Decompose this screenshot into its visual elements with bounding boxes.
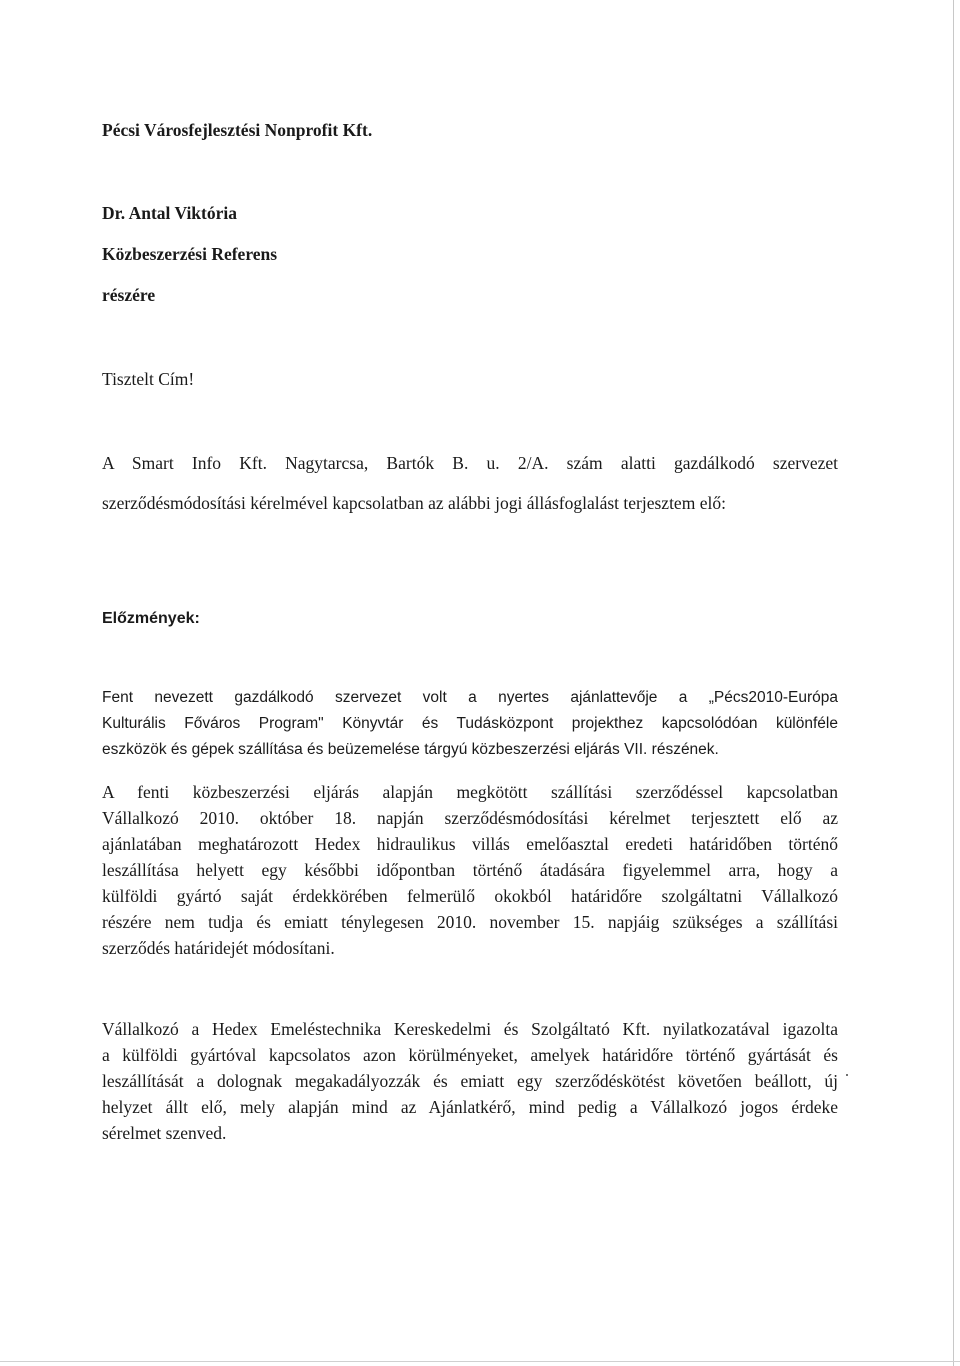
paragraph-line: a külföldi gyártóval kapcsolatos azon körülményeket, amelyek határidőre történő gyártását és: [102, 1045, 838, 1065]
paragraph-line: részére nem tudja és emiatt ténylegesen 2010. november 15. napjáig szükséges a szállítási: [102, 912, 838, 932]
paragraph-line: Vállalkozó a Hedex Emeléstechnika Kereskedelmi és Szolgáltató Kft. nyilatkozatával igazolta: [102, 1019, 838, 1039]
section-heading: Előzmények:: [102, 610, 200, 627]
recipient-name: Dr. Antal Viktória: [102, 203, 237, 223]
intro-line: szerződésmódosítási kérelmével kapcsolatban az alábbi jogi állásfoglalást terjesztem elő:: [102, 493, 726, 513]
intro-line: A Smart Info Kft. Nagytarcsa, Bartók B. u. 2/A. szám alatti gazdálkodó szervezet: [102, 453, 838, 473]
paragraph-line: leszállítása helyett egy későbbi időpontban történő átadására figyelemmel arra, hogy a: [102, 860, 838, 880]
paragraph-line: leszállítását a dolognak megakadályozzák és emiatt egy szerződéskötést követően beállott, új: [102, 1071, 838, 1091]
paragraph-line: szerződés határidejét módosítani.: [102, 938, 335, 958]
paragraph-line: Fent nevezett gazdálkodó szervezet volt a nyertes ajánlattevője a „Pécs2010-Európa: [102, 689, 838, 706]
page-bottom-edge: [0, 1361, 960, 1362]
scan-speck: [846, 1074, 848, 1076]
salutation: Tisztelt Cím!: [102, 369, 195, 389]
paragraph-line: ajánlatában meghatározott Hedex hidraulikus villás emelőasztal eredeti határidőben történő: [102, 834, 838, 854]
paragraph-line: helyzet állt elő, mely alapján mind az Ajánlatkérő, mind pedig a Vállalkozó jogos érdeke: [102, 1097, 838, 1117]
recipient-addressee: részére: [102, 285, 156, 305]
paragraph-line: Vállalkozó 2010. október 18. napján szerződésmódosítási kérelmet terjesztett elő az: [102, 808, 838, 828]
paragraph-line: sérelmet szenved.: [102, 1123, 227, 1143]
recipient-position: Közbeszerzési Referens: [102, 244, 278, 264]
paragraph-line: eszközök és gépek szállítása és beüzemelése tárgyú közbeszerzési eljárás VII. részének.: [102, 741, 719, 758]
page-edge: [953, 0, 954, 1366]
paragraph-line: külföldi gyártó saját érdekkörében felmerülő okokból határidőre szolgáltatni Vállalkozó: [102, 886, 838, 906]
recipient-company: Pécsi Városfejlesztési Nonprofit Kft.: [102, 120, 373, 140]
paragraph-line: Kulturális Főváros Program" Könyvtár és Tudásközpont projekthez kapcsolódóan különféle: [102, 715, 838, 732]
paragraph-line: A fenti közbeszerzési eljárás alapján megkötött szállítási szerződéssel kapcsolatban: [102, 782, 838, 802]
